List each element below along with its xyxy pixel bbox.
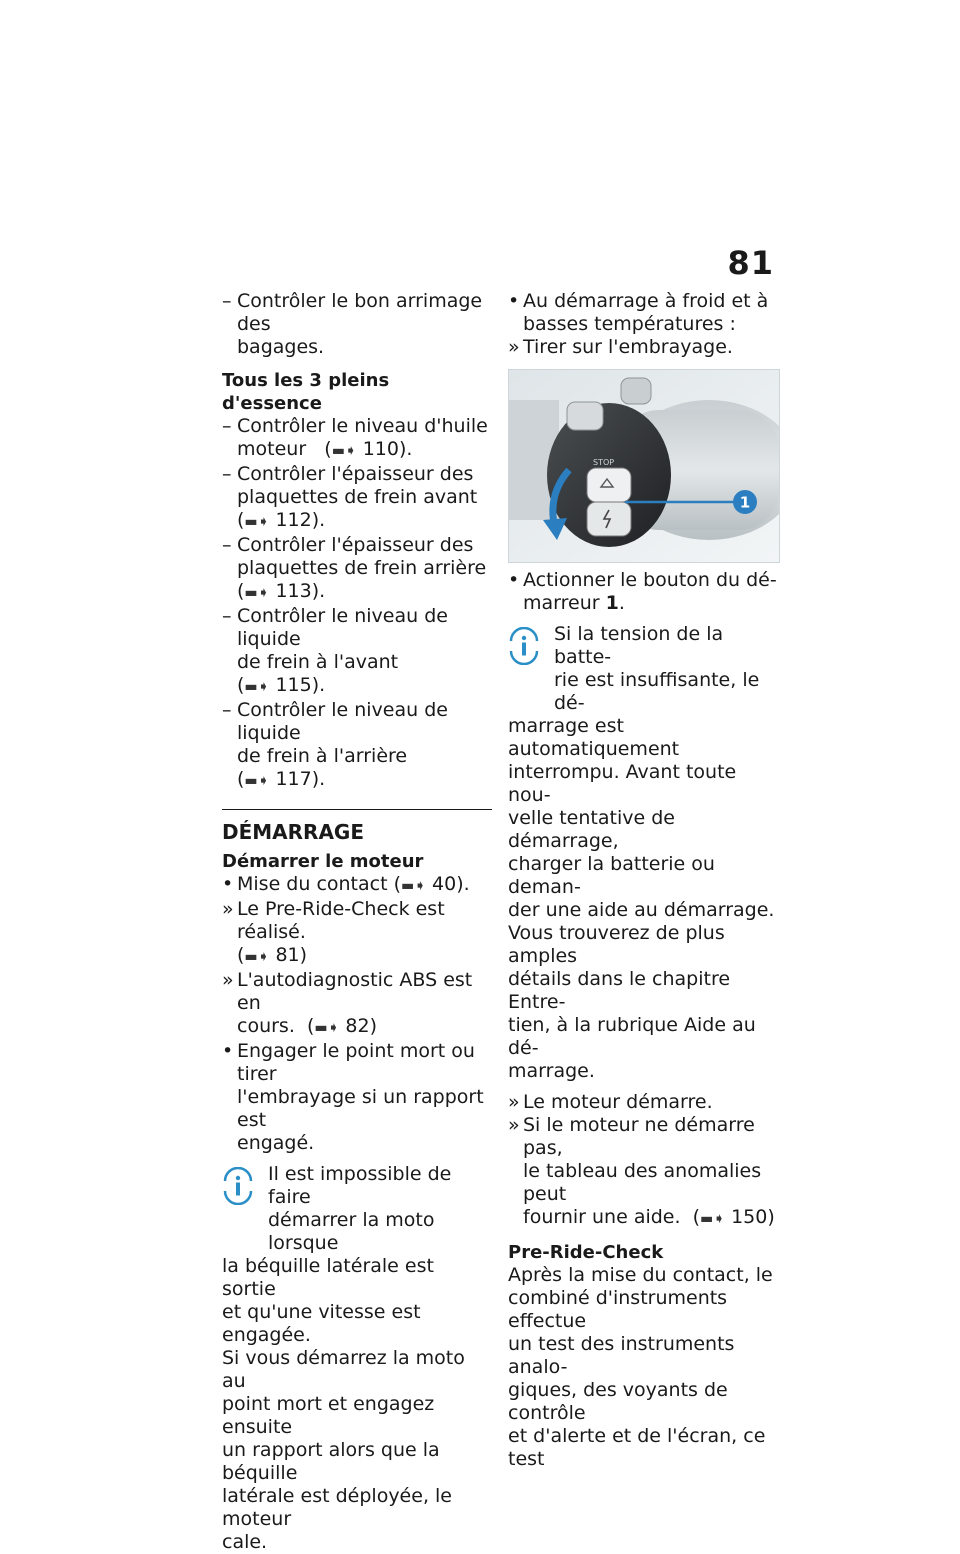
- page-reference-link[interactable]: (▬➧ 82): [306, 1015, 378, 1037]
- info-icon: [508, 627, 540, 665]
- page-reference-link[interactable]: (▬➧ 117): [237, 768, 320, 790]
- page-reference-link[interactable]: (▬➧ 110): [324, 438, 407, 460]
- starter-button-ref: 1: [605, 592, 619, 614]
- list-item: – Contrôler le bon arrimage des bagages.: [222, 290, 483, 358]
- list-item: • Engager le point mort ou tirer l'embrayage si un rapport est engagé.: [222, 1040, 484, 1154]
- page-arrow-icon: ▬➧: [244, 585, 270, 601]
- list-item: » Le Pre-Ride-Check est réalisé. (▬➧ 81): [222, 898, 445, 966]
- page-arrow-icon: ▬➧: [331, 443, 357, 459]
- subheading-start-engine: Démarrer le moteur: [222, 851, 424, 872]
- page-reference-link[interactable]: (▬➧ 40): [393, 873, 464, 895]
- page-arrow-icon: ▬➧: [314, 1020, 340, 1036]
- list-item: » Si le moteur ne démarre pas, le tableau des anomalies peut fournir une aide. (▬➧ 150): [508, 1114, 775, 1228]
- list-item: – Contrôler l'épaisseur des plaquettes de frein avant (▬➧ 112).: [222, 463, 478, 531]
- page-reference-link[interactable]: (▬➧ 113): [237, 580, 320, 602]
- list-item: • Mise du contact (▬➧ 40).: [222, 873, 470, 895]
- left-column: [222, 290, 492, 1554]
- list-item: – Contrôler le niveau de liquide de frein à l'avant (▬➧ 115).: [222, 605, 448, 696]
- page-reference-link[interactable]: (▬➧ 81): [237, 944, 308, 966]
- heading-pre-ride-check: Pre-Ride-Check: [508, 1242, 664, 1263]
- list-item: – Contrôler le niveau d'huile moteur (▬➧ 110).: [222, 415, 488, 460]
- page-arrow-icon: ▬➧: [244, 679, 270, 695]
- handlebar-photo: [509, 370, 779, 562]
- list-item: • Au démarrage à froid et à basses températures :: [508, 290, 769, 335]
- heading-fuel-fills: Tous les 3 pleins d'essence: [222, 370, 390, 414]
- page-reference-link[interactable]: (▬➧ 115): [237, 674, 320, 696]
- page-number: 81: [727, 244, 774, 282]
- list-item: • Actionner le bouton du dé- marreur 1.: [508, 569, 777, 614]
- list-item: » Tirer sur l'embrayage.: [508, 336, 733, 358]
- page-arrow-icon: ▬➧: [244, 773, 270, 789]
- page-arrow-icon: ▬➧: [244, 514, 270, 530]
- callout-number: 1: [739, 493, 751, 512]
- section-title: DÉMARRAGE: [222, 809, 492, 844]
- page-reference-link[interactable]: (▬➧ 150): [692, 1206, 775, 1228]
- page-arrow-icon: ▬➧: [401, 878, 426, 894]
- dash-marker: –: [222, 290, 232, 312]
- page-arrow-icon: ▬➧: [700, 1211, 726, 1227]
- info-note: Si la tension de la batte- rie est insuffisante, le dé- marrage est automatiquement interrompu. Avant toute nou- velle tentative de démarrage, charger la batterie ou deman- der une aide au démarrage. Vous trouverez de plus amples détails dans le chapitre Entre- tien, à la rubrique Aide au dé- marrage.: [508, 623, 775, 1082]
- page-reference-link[interactable]: (▬➧ 112): [237, 509, 320, 531]
- page-arrow-icon: ▬➧: [244, 949, 270, 965]
- handlebar-switch-illustration: [508, 369, 780, 563]
- list-item: » Le moteur démarre.: [508, 1091, 713, 1113]
- info-note: Il est impossible de faire démarrer la moto lorsque la béquille latérale est sortie et qu'une vitesse est engagée. Si vous démarrez la moto au point mort et engagez ensuite un rapport alors que la béquille latérale est déployée, le moteur cale.: [222, 1163, 465, 1553]
- list-item: – Contrôler le niveau de liquide de frein à l'arrière (▬➧ 117).: [222, 699, 448, 790]
- list-item: – Contrôler l'épaisseur des plaquettes de frein arrière (▬➧ 113).: [222, 534, 487, 602]
- list-item: » L'autodiagnostic ABS est en cours. (▬➧ 82): [222, 969, 473, 1037]
- info-icon: [222, 1167, 254, 1205]
- right-column: • Au démarrage à froid et à basses températures : » Tirer sur l'embrayage. STOP 1 • Actionner le bouton du dé- marreur 1. Si la tension de la batte- rie est insuffisante, le dé- marrage est automatiquement interrompu. Avant toute nou- velle tentative de démarrage, charger la batterie ou deman- der une aide au démarrage. Vous trouverez de plus amples détails dans le chapitre Entre- tien, à la rubrique Aide au dé- marrage. » Le moteur démarre. » Si le moteur ne démarre pas, le tableau des anomalies peut fournir une aide. (▬➧ 150) Pre-Ride-Check Après la mise du contact, le combiné d'instruments effectue un test des instruments analo- giques, des voyants de contrôle et d'alerte et de l'écran, ce test: [508, 290, 780, 1471]
- stop-label: STOP: [593, 458, 615, 467]
